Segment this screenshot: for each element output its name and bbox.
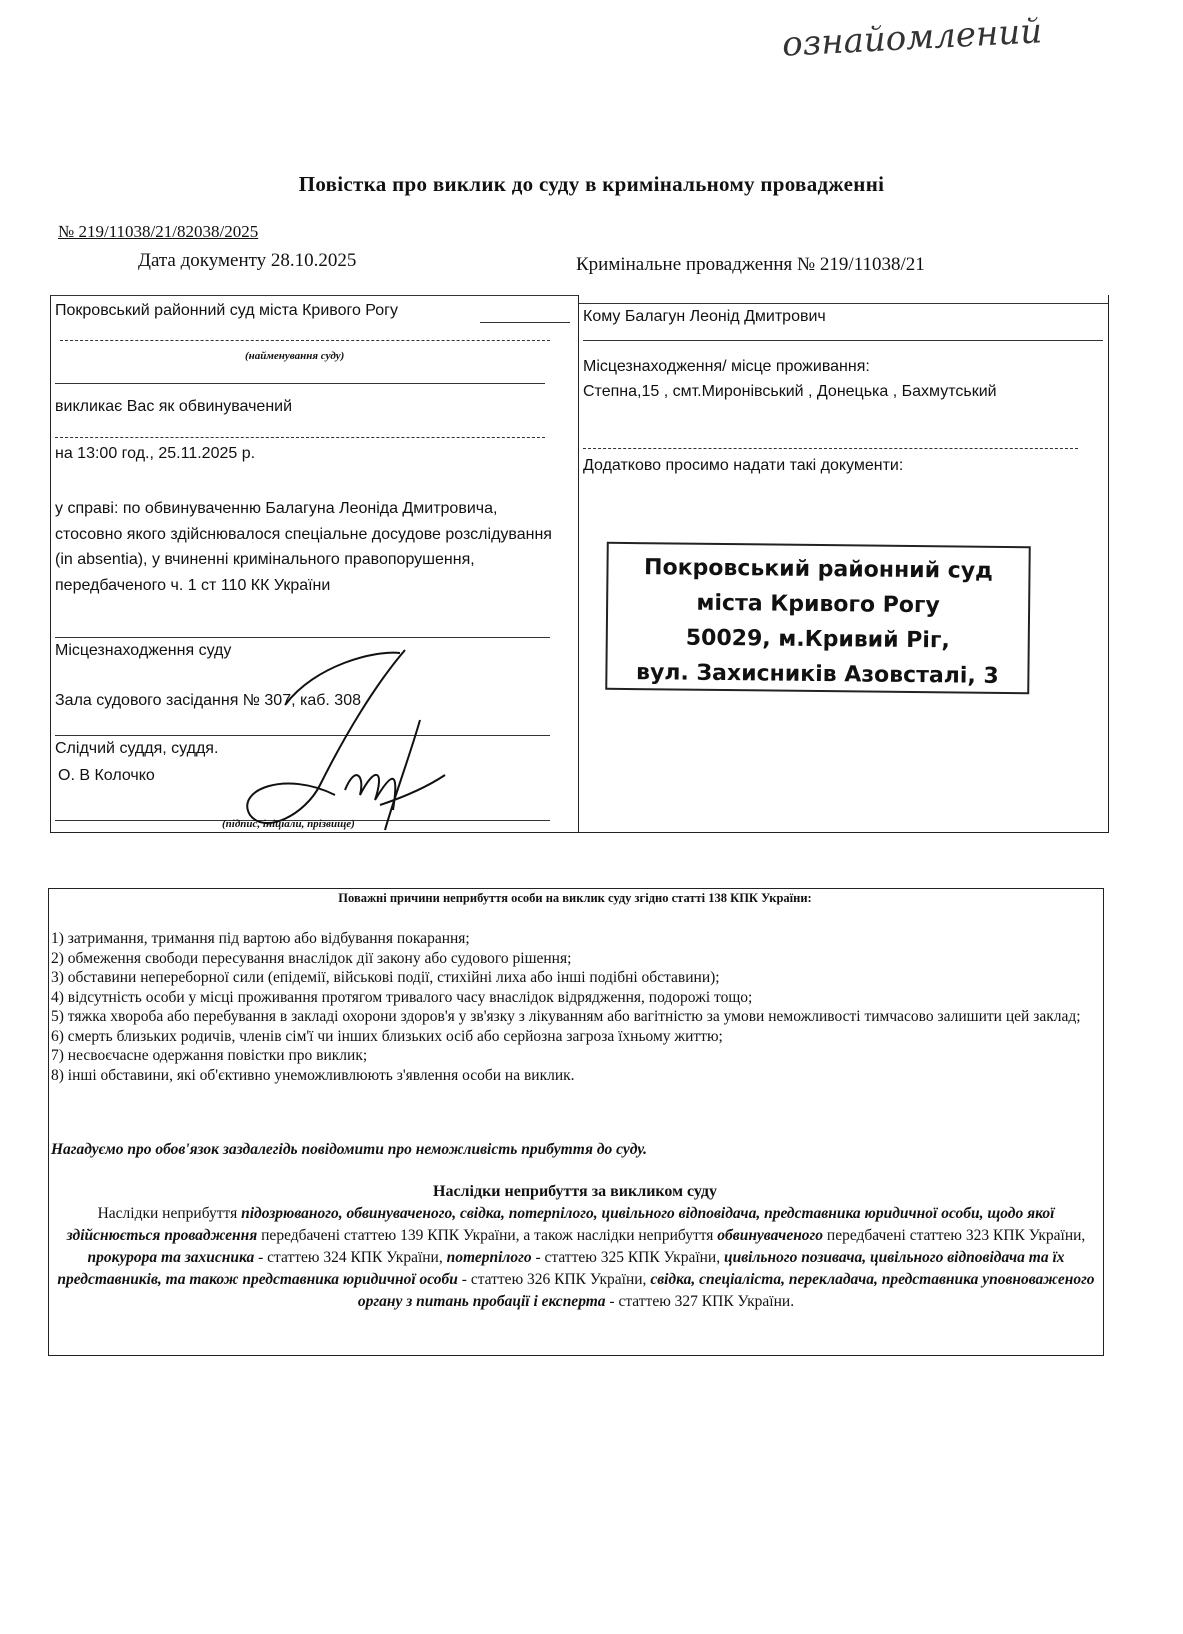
consequences-heading: Наслідки неприбуття за викликом суду	[433, 1183, 717, 1200]
case-description: у справі: по обвинуваченню Балагуна Леоніда Дмитровича, стосовно якого здійснювалося спеціальне досудове розслідування (in absentia), у вчиненні кримінального правопорушення, передбаченого ч. 1 ст 110 КК України	[55, 500, 552, 594]
handwritten-note: ознайомлений	[781, 11, 1044, 65]
reason-item: 8) інші обставини, які об'єктивно унеможливлюють з'явлення особи на виклик.	[51, 1066, 575, 1084]
document-number: № 219/11038/21/82038/2025	[58, 222, 259, 241]
consequences-segment: - статтею 326 КПК України,	[457, 1271, 651, 1288]
signature-caption: (підпис, ініціали, прізвище)	[222, 818, 355, 830]
recipient: Кому Балагун Леонід Дмитрович	[583, 308, 826, 325]
consequences-segment: передбачені статтею 323 КПК України,	[823, 1227, 1086, 1244]
hearing-time: на 13:00 год., 25.11.2025 р.	[55, 445, 256, 462]
document-date: Дата документу 28.10.2025	[138, 250, 357, 271]
stamp-line: Покровський районний суд	[643, 555, 994, 584]
judge-signature	[225, 645, 455, 840]
reason-item: 6) смерть близьких родичів, членів сім'ї чи інших близьких осіб або серйозна загроза їхньому життю;	[51, 1027, 723, 1045]
judge-title: Слідчий суддя, суддя.	[55, 740, 219, 757]
consequences-text	[54, 1203, 1098, 1313]
reasons-list	[51, 929, 1096, 1085]
address-label: Місцезнаходження/ місце проживання:	[583, 358, 870, 375]
recipient-address: Степна,15 , смт.Миронівський , Донецька , Бахмутський	[583, 383, 997, 400]
court-name-caption: (найменування суду)	[245, 350, 345, 362]
case-number: Кримінальне провадження № 219/11038/21	[576, 254, 925, 275]
consequences-emphasis: цивільного позивача, цивільного відповідача та їх представників, та також представника юридичної особи	[57, 1249, 1065, 1288]
consequences-emphasis: свідка, спеціаліста, перекладача, представника уповноваженого органу з питань пробації і експерта	[357, 1271, 1095, 1310]
court-location-label: Місцезнаходження суду	[55, 642, 232, 659]
reminder: Нагадуємо про обов'язок заздалегідь повідомити про неможливість прибуття до суду.	[51, 1141, 648, 1158]
consequences-emphasis: підозрюваного, обвинуваченого, свідка, потерпілого, цивільного відповідача, представника юридичної особи, щодо якої здійснюється провадження	[66, 1205, 1055, 1244]
consequences-segment: Наслідки неприбуття	[97, 1205, 242, 1222]
reason-item: 1) затримання, тримання під вартою або відбування покарання;	[51, 930, 470, 947]
consequences-emphasis: обвинуваченого	[717, 1227, 824, 1244]
hearing-hall: Зала судового засідання № 307, каб. 308	[55, 692, 361, 709]
reason-item: 7) несвоєчасне одержання повістки про виклик;	[51, 1047, 368, 1064]
reason-item: 3) обставини непереборної сили (епідемії, військові події, стихійні лиха або інші подібні обставини);	[51, 969, 720, 986]
documents-label: Додатково просимо надати такі документи:	[583, 457, 904, 474]
consequences-emphasis: потерпілого	[446, 1249, 532, 1266]
consequences-segment: передбачені статтею 139 КПК України, а також наслідки неприбуття	[257, 1227, 718, 1244]
column-divider	[578, 295, 579, 832]
document-title: Повістка про виклик до суду в кримінальному провадженні	[298, 172, 885, 196]
consequences-segment: - статтею 325 КПК України,	[531, 1249, 724, 1266]
consequences-segment: - статтею 327 КПК України.	[605, 1293, 795, 1310]
court-name: Покровський районний суд міста Кривого Рогу	[55, 302, 398, 319]
stamp-line: міста Кривого Рогу	[696, 590, 940, 619]
judge-name: О. В Колочко	[58, 767, 155, 784]
reason-item: 4) відсутність особи у місці проживання протягом тривалого часу внаслідок відрядження, подорожі тощо;	[51, 988, 753, 1006]
reason-item: 2) обмеження свободи пересування внаслідок дії закону або судового рішення;	[51, 949, 572, 967]
reason-item: 5) тяжка хвороба або перебування в закладі охорони здоров'я у зв'язку з лікуванням або вагітністю за умови неможливості тимчасово залишити цей заклад;	[51, 1008, 1081, 1025]
consequences-emphasis: прокурора та захисника	[87, 1249, 255, 1266]
stamp-line: 50029, м.Кривий Ріг,	[685, 625, 950, 654]
stamp-line: вул. Захисників Азовсталі, 3	[635, 660, 999, 689]
summons-as: викликає Вас як обвинувачений	[55, 398, 293, 415]
consequences-segment: - статтею 324 КПК України,	[254, 1249, 447, 1266]
reasons-heading: Поважні причини неприбуття особи на виклик суду згідно статті 138 КПК України:	[338, 891, 812, 905]
court-stamp	[605, 542, 1031, 694]
